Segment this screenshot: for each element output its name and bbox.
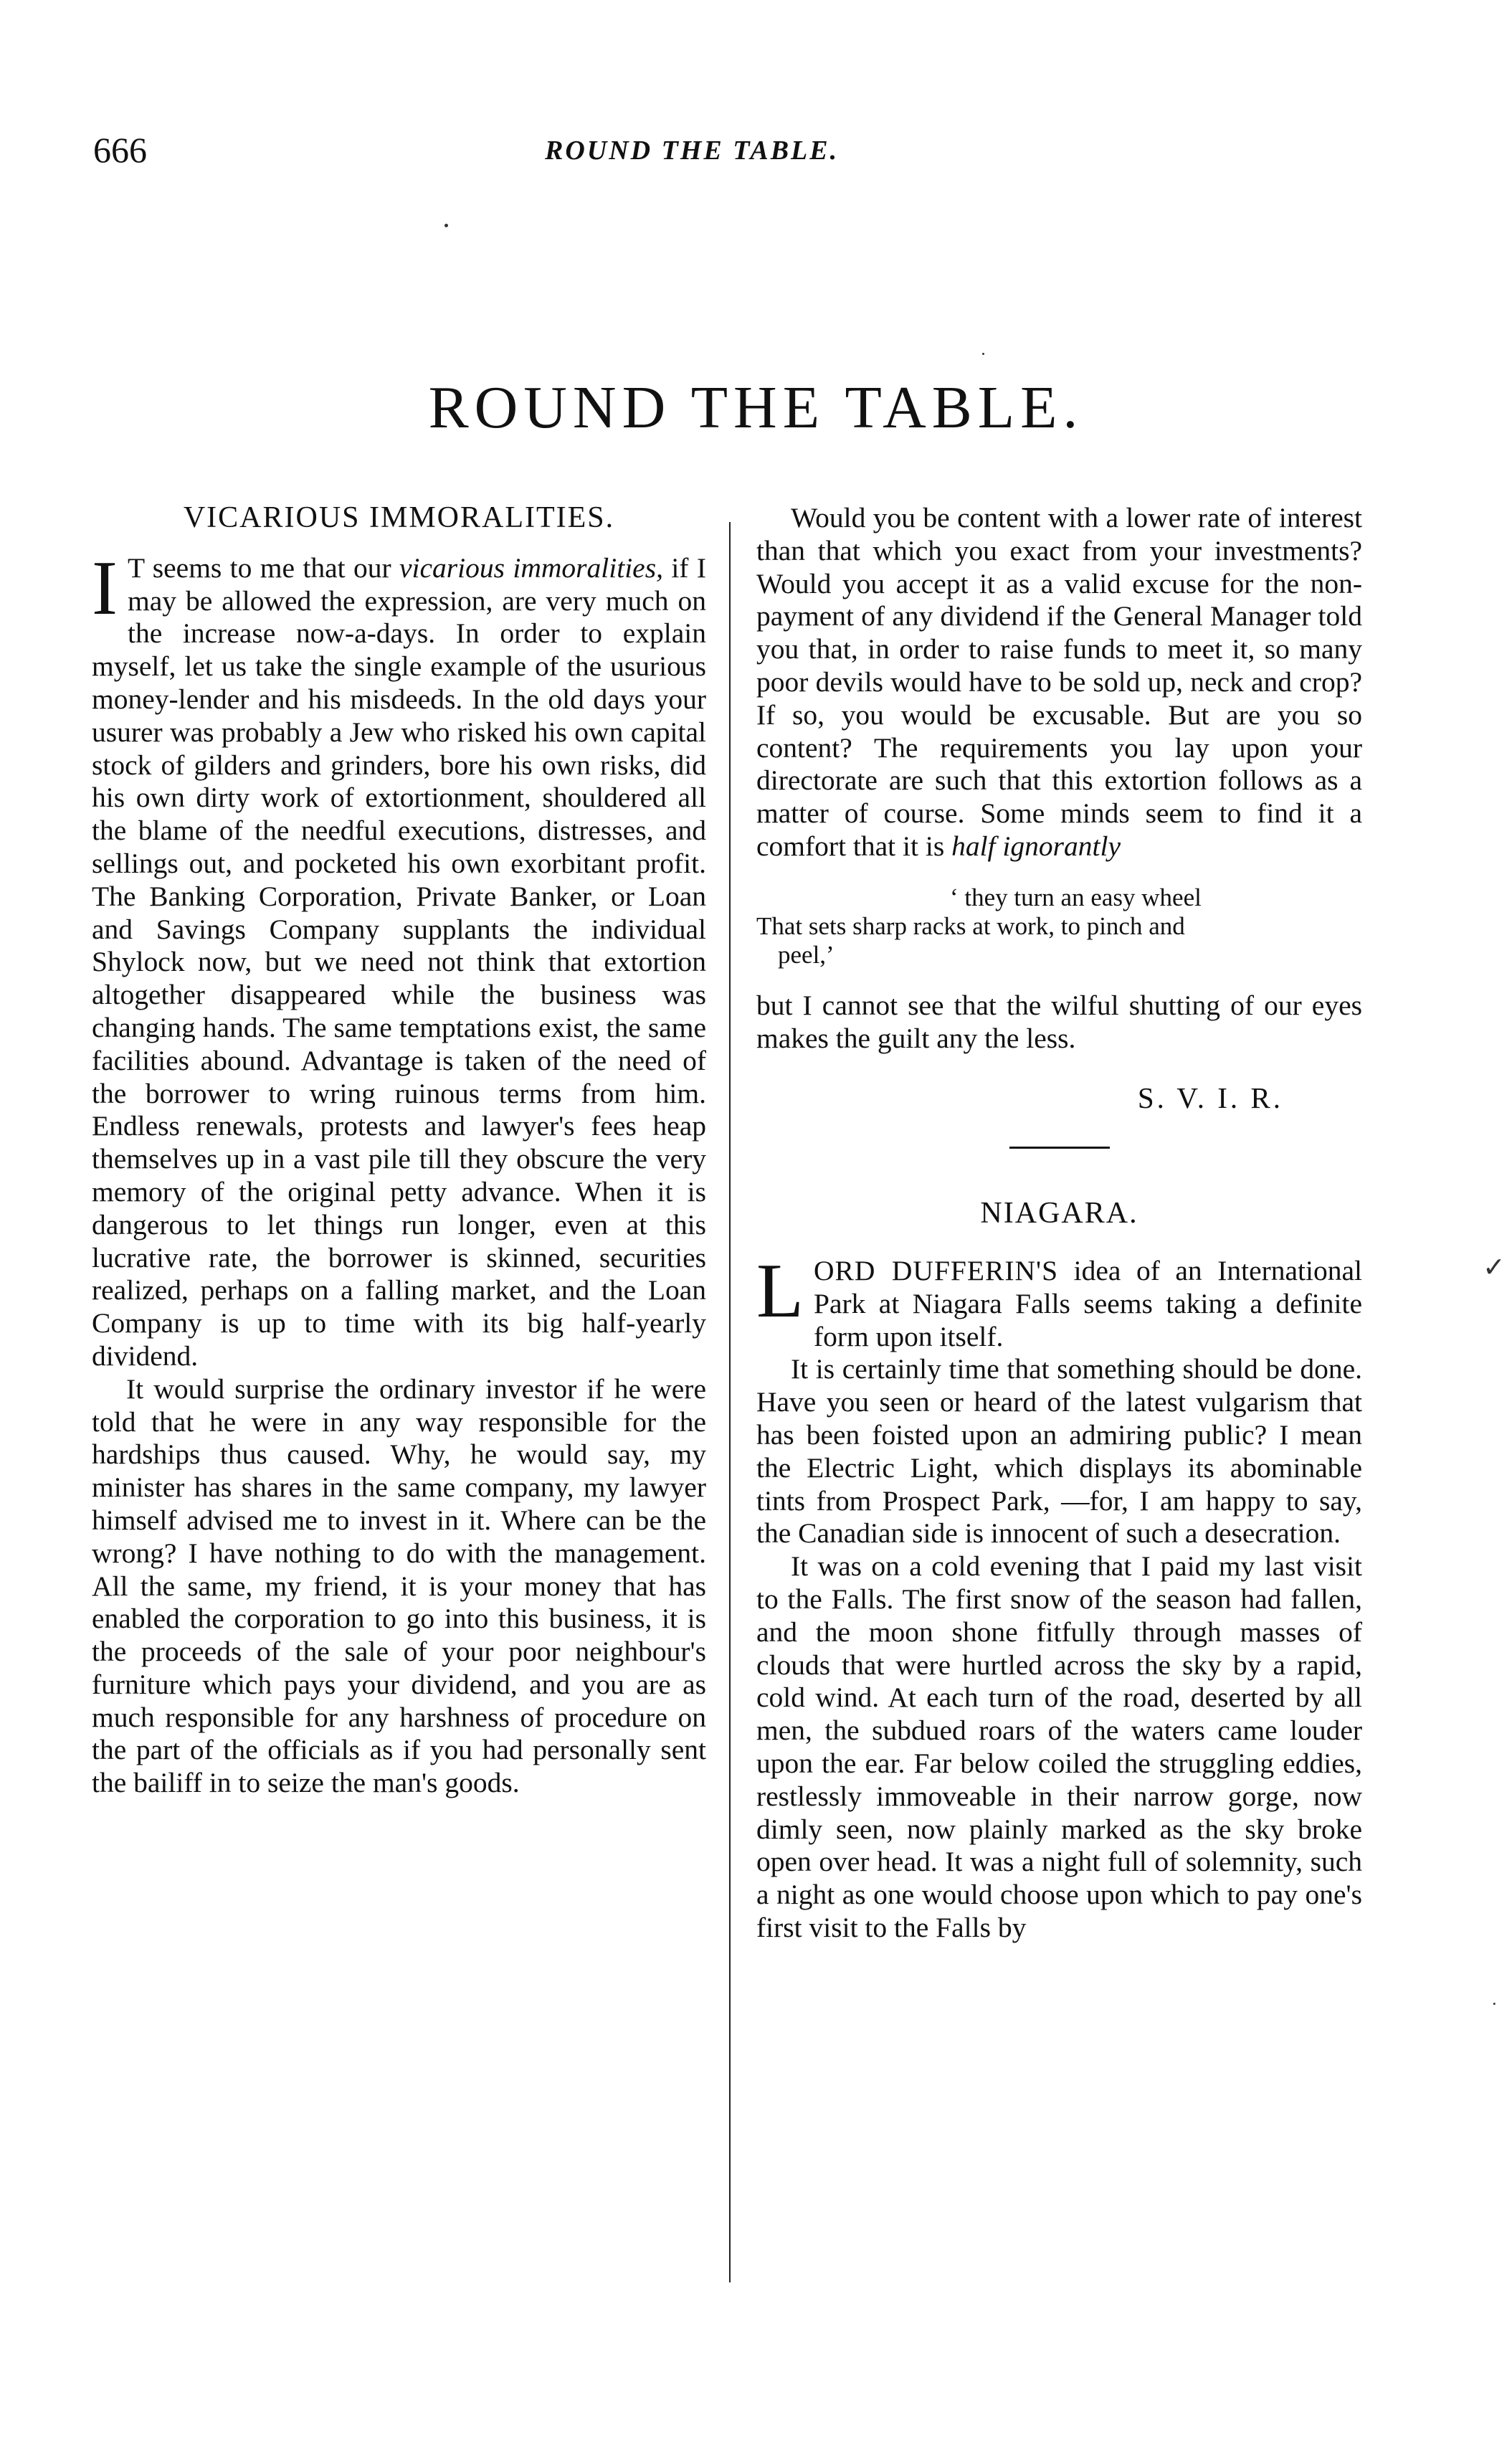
paragraph: but I cannot see that the wilful shutting of our eyes makes the guilt any the less. (756, 989, 1362, 1054)
margin-mark: ✓ (1483, 1253, 1506, 1283)
paragraph: It is certainly time that something should be done. Have you seen or heard of the latest vulgarism that has been foisted upon an admiring public? I mean the Electric Light, which displays its abominable tints from Prospect Park, —for, I am happy to say, the Canadian side is innocent of such a desecration. (756, 1353, 1362, 1550)
paragraph-text: idea of an International Park at Niagara Falls seems taking a definite form upon itself. (813, 1254, 1363, 1352)
small-caps-text: ORD DUFFERIN'S (813, 1254, 1059, 1286)
page-title: ROUND THE TABLE. (428, 374, 1084, 441)
paragraph (756, 1248, 1363, 1353)
page-number: 666 (93, 130, 147, 170)
paragraph-text: if I may be allowed the expression, are very much on the increase now-a-days. In order to explain myself, let us take the single example of the usurious money-lender and his misdeeds. In the old days your usurer was probably a Jew who risked his own capital stock of gilders and grinders, bore his own risks, did his own dirty work of extortionment, shouldered all the blame of the needful executions, distresses, and sellings out, and pocketed his own exorbitant profit. The Banking Corporation, Private Banker, or Loan and Savings Company supplants the individual Shylock now, but we need not think that extortion altogether disappeared while the business was changing hands. The same temptations exist, the same facilities abound. Advantage is taken of the need of the borrower to wring ruinous terms from him. Endless renewals, protests and lawyer's fees heap themselves up in a vast pile till they obscure the very memory of the original petty advance. When it is dangerous to let things run longer, even at this lucrative rate, the borrower is skinned, securities realized, perhaps on a falling market, and the Loan Company is up to time with its big half-yearly dividend. (92, 551, 706, 1372)
running-head: ROUND THE TABLE. (545, 136, 840, 166)
drop-cap: L (756, 1248, 804, 1334)
emphasis-text: half ignorantly (951, 830, 1121, 862)
verse-line: ‘ they turn an easy wheel (950, 883, 1202, 911)
verse-line: peel,’ (778, 940, 835, 969)
paragraph-text: Would you be content with a lower rate of interest than that which you exact from your investments? Would you accept it as a valid excuse for the non-payment of any dividend if the General Manager told you that, in order to raise funds to meet it, so many poor devils would have to be sold up, neck and crop? If so, you would be excusable. But are you so content? The requirements you lay upon your directorate are such that this extortion follows as a matter of course. Some minds seem to find it a comfort that it is (756, 502, 1362, 862)
paragraph: It would surprise the ordinary investor if he were told that he were in any way responsible for the hardships thus caused. Why, he would say, my minister has shares in the same company, my lawyer himself advised me to invest in it. Where can be the wrong? I have nothing to do with the management. All the same, my friend, it is your money that has enabled the corporation to go into this business, it is the proceeds of the sale of your poor neighbour's furniture which pays your dividend, and you are as much responsible for any harshness of procedure on the part of the officials as if you had personally sent the bailiff in to seize the man's goods. (92, 1372, 706, 1799)
left-column (92, 502, 706, 1800)
paragraph (92, 545, 706, 1373)
verse-quote (756, 883, 1362, 969)
paragraph-text: T seems to me that our (127, 551, 399, 584)
margin-mark: · (1491, 1993, 1498, 2014)
emphasis-text: vicarious immoralities, (399, 551, 663, 584)
column-rule (729, 522, 731, 2282)
verse-line: That sets sharp racks at work, to pinch and (756, 911, 1185, 940)
stray-mark (982, 353, 984, 355)
stray-mark (444, 224, 448, 227)
right-column (756, 502, 1362, 1945)
paragraph: It was on a cold evening that I paid my last visit to the Falls. The first snow of the season had fallen, and the moon shone fitfully through masses of clouds that were hurtled across the sky by a rapid, cold wind. At each turn of the road, deserted by all men, the subdued roars of the waters came louder upon the ear. Far below coiled the struggling eddies, restlessly immoveable in their narrow gorge, now dimly seen, now plainly marked as the sky broke open over head. It was a night full of solemnity, such a night as one would choose upon which to pay one's first visit to the Falls by (756, 1550, 1362, 1943)
section-title-vicarious-immoralities: VICARIOUS IMMORALITIES. (183, 501, 615, 534)
signature: S. V. I. R. (1137, 1081, 1283, 1115)
section-title-niagara: NIAGARA. (980, 1197, 1138, 1230)
drop-cap: I (92, 545, 118, 631)
section-divider (1009, 1147, 1110, 1149)
paragraph (756, 502, 1362, 863)
